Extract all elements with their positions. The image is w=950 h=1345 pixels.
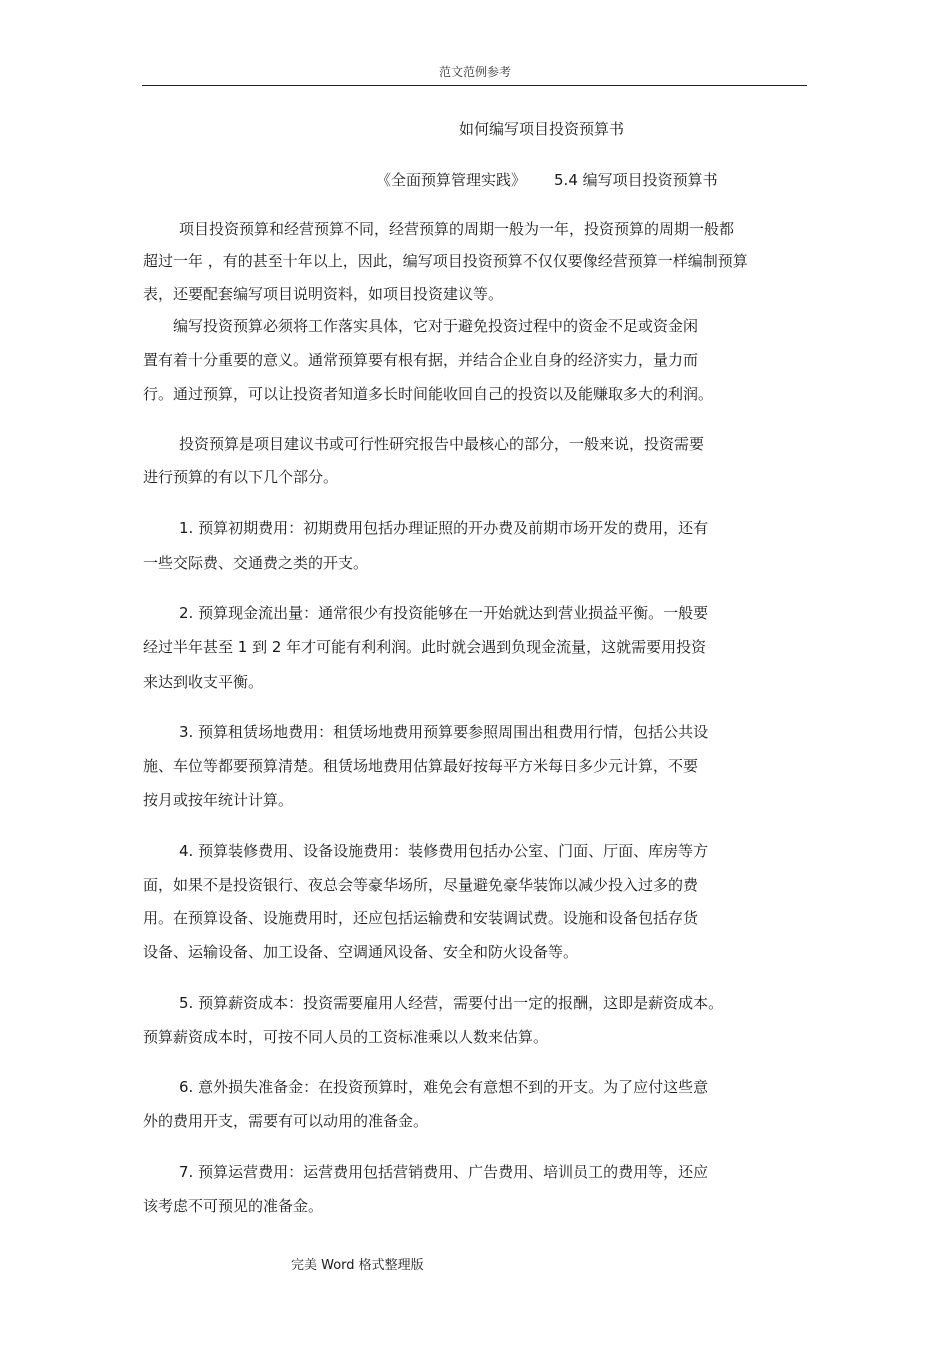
body-line: 超过一年 ，有的甚至十年以上，因此，编写项目投资预算不仅仅要像经营预算一样编制预算 (143, 252, 748, 270)
body-line: 1. 预算初期费用：初期费用包括办理证照的开办费及前期市场开发的费用，还有 (179, 519, 709, 537)
body-line: 2. 预算现金流出量：通常很少有投资能够在一开始就达到营业损益平衡。一般要 (179, 604, 709, 622)
document-title: 如何编写项目投资预算书 (459, 120, 625, 138)
body-line: 3. 预算租赁场地费用：租赁场地费用预算要参照周围出租费用行情，包括公共设 (179, 723, 709, 741)
body-line: 来达到收支平衡。 (143, 673, 264, 691)
page-footer: 完美 Word 格式整理版 (291, 1258, 424, 1273)
body-line: 面，如果不是投资银行、夜总会等豪华场所，尽量避免豪华装饰以减少投入过多的费 (143, 876, 699, 894)
body-line: 投资预算是项目建议书或可行性研究报告中最核心的部分，一般来说，投资需要 (179, 435, 705, 453)
body-line: 该考虑不可预见的准备金。 (143, 1197, 324, 1215)
body-line: 编写投资预算必须将工作落实具体，它对于避免投资过程中的资金不足或资金闲 (173, 317, 699, 335)
body-line: 5. 预算薪资成本：投资需要雇用人经营，需要付出一定的报酬，这即是薪资成本。 (179, 994, 724, 1012)
body-line: 预算薪资成本时，可按不同人员的工资标准乘以人数来估算。 (143, 1028, 549, 1046)
body-line: 置有着十分重要的意义。通常预算要有根有据，并结合企业自身的经济实力，量力而 (143, 351, 699, 369)
body-line: 用。在预算设备、设施费用时，还应包括运输费和安装调试费。设施和设备包括存货 (143, 909, 699, 927)
subtitle-book: 《全面预算管理实践》 (376, 171, 527, 189)
header-rule (142, 85, 807, 86)
body-line: 一些交际费、交通费之类的开支。 (143, 554, 369, 572)
body-line: 7. 预算运营费用：运营费用包括营销费用、广告费用、培训员工的费用等，还应 (179, 1163, 709, 1181)
body-line: 外的费用开支，需要有可以动用的准备金。 (143, 1112, 429, 1130)
body-line: 设备、运输设备、加工设备、空调通风设备、安全和防火设备等。 (143, 943, 579, 961)
subtitle-section: 5.4 编写项目投资预算书 (554, 171, 718, 189)
body-line: 项目投资预算和经营预算不同，经营预算的周期一般为一年，投资预算的周期一般都 (179, 220, 735, 238)
body-line: 经过半年甚至 1 到 2 年才可能有利利润。此时就会遇到负现金流量，这就需要用投资 (143, 638, 707, 656)
page-header: 范文范例参考 (438, 65, 511, 79)
document-subtitle (376, 169, 718, 190)
body-line: 6. 意外损失准备金：在投资预算时，难免会有意想不到的开支。为了应付这些意 (179, 1078, 709, 1096)
body-line: 4. 预算装修费用、设备设施费用：装修费用包括办公室、门面、厅面、库房等方 (179, 842, 709, 860)
body-line: 表，还要配套编写项目说明资料，如项目投资建议等。 (143, 285, 504, 303)
body-line: 施、车位等都要预算清楚。租赁场地费用估算最好按每平方米每日多少元计算，不要 (143, 757, 699, 775)
body-line: 进行预算的有以下几个部分。 (143, 468, 339, 486)
body-line: 按月或按年统计计算。 (143, 791, 294, 809)
body-line: 行。通过预算，可以让投资者知道多长时间能收回自己的投资以及能赚取多大的利润。 (143, 385, 714, 403)
